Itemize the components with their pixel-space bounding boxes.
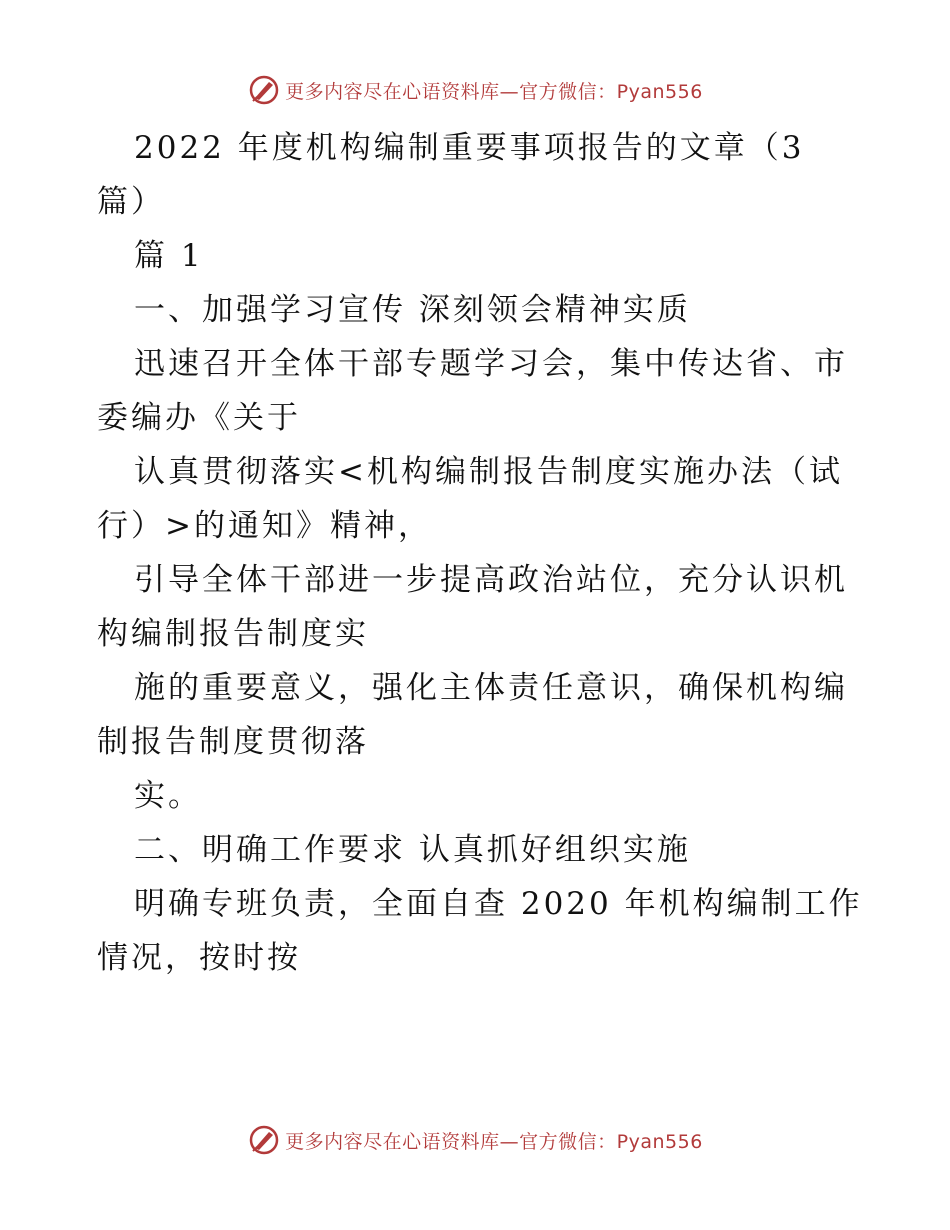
doc-line: 委编办《关于 [97, 400, 301, 436]
doc-line: 实。 [134, 778, 202, 814]
pen-logo-icon [247, 73, 281, 107]
doc-line: 2022 年度机构编制重要事项报告的文章（3 [134, 130, 805, 166]
doc-line: 认真贯彻落实<机构编制报告制度实施办法（试 [134, 454, 843, 490]
doc-line: 引导全体干部进一步提高政治站位，充分认识机 [134, 562, 848, 598]
pen-logo-icon [247, 1123, 281, 1157]
watermark-text: 更多内容尽在心语资料库—官方微信：Pyan556 [285, 1130, 703, 1153]
document-body [97, 121, 863, 985]
doc-line: 制报告制度贯彻落 [97, 724, 369, 760]
doc-line: 施的重要意义，强化主体责任意识，确保机构编 [134, 670, 848, 706]
doc-line: 篇 1 [134, 238, 204, 274]
doc-line: 迅速召开全体干部专题学习会，集中传达省、市 [134, 346, 848, 382]
doc-line: 构编制报告制度实 [97, 616, 369, 652]
doc-line: 篇） [97, 184, 165, 220]
footer-watermark [0, 1120, 950, 1160]
doc-line: 情况，按时按 [97, 940, 301, 976]
doc-line: 行）>的通知》精神， [97, 508, 432, 544]
doc-line: 明确专班负责，全面自查 2020 年机构编制工作 [134, 886, 863, 922]
header-watermark [0, 70, 950, 110]
doc-line: 二、明确工作要求 认真抓好组织实施 [134, 832, 691, 868]
watermark-text: 更多内容尽在心语资料库—官方微信：Pyan556 [285, 80, 703, 103]
doc-line: 一、加强学习宣传 深刻领会精神实质 [134, 292, 691, 328]
